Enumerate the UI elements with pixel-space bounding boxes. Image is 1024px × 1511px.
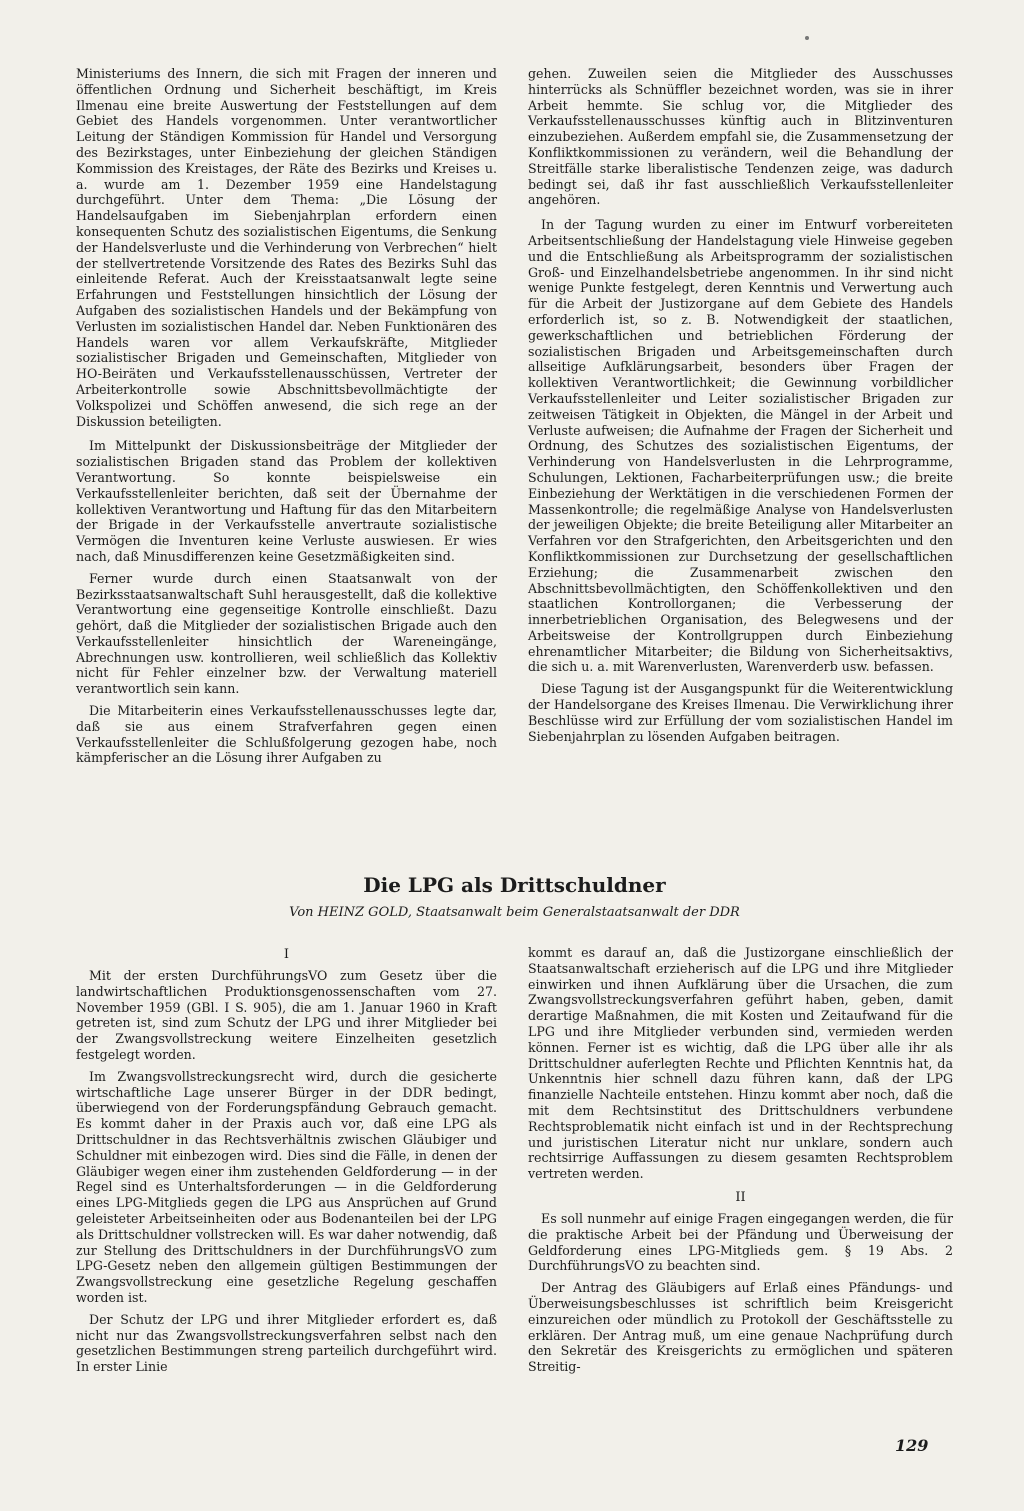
- page-number: 129: [895, 1436, 929, 1455]
- article-right-column: [528, 945, 953, 1375]
- article-title: Die LPG als Drittschuldner: [363, 873, 666, 897]
- article-left-column: [76, 945, 497, 1375]
- paragraph: kommt es darauf an, daß die Justizorgane einschließlich der Staatsanwaltschaft erzieherisch auf die LPG und ihre Mitglieder einwirken und ihnen Aufklärung über die Ursachen, die zum Zwangsvollstreckungsverfahren geführt haben, geben, damit derartige Maßnahmen, die mit Kosten und Zeitaufwand für die LPG und ihre Mitglieder verbunden sind, vermieden werden können. Ferner ist es wichtig, daß die LPG über alle ihr als Drittschuldner auferlegten Rechte und Pflichten Kenntnis hat, da Unkenntnis hier schnell dazu führen kann, daß der LPG finanzielle Nachteile entstehen. Hinzu kommt aber noch, daß die mit dem Rechtsinstitut des Drittschuldners verbundene Rechtsproblematik nicht einfach ist und in der Rechtsprechung und juristischen Literatur nicht nur unklare, sondern auch rechtsirrige Auffassungen zu diesem gesamten Rechtsproblem vertreten werden.: [528, 945, 953, 1182]
- paragraph: Im Zwangsvollstreckungsrecht wird, durch die gesicherte wirtschaftliche Lage unserer Bürger in der DDR bedingt, überwiegend von der Forderungspfändung Gebrauch gemacht. Es kommt daher in der Praxis auch vor, daß eine LPG als Drittschuldner in das Rechtsverhältnis zwischen Gläubiger und Schuldner mit einbezogen wird. Dies sind die Fälle, in denen der Gläubiger wegen einer ihm zustehenden Geldforderung — in der Regel sind es Unterhaltsforderungen — in die Geldforderung eines LPG-Mitglieds gegen die LPG aus Ansprüchen auf Grund geleisteter Arbeitseinheiten oder aus Bodenanteilen bei der LPG als Drittschuldner vollstrecken will. Es war daher notwendig, daß zur Stellung des Drittschuldners in der DurchführungsVO zum LPG-Gesetz neben den allgemein gültigen Bestimmungen der Zwangsvollstreckung eine gesetzliche Regelung geschaffen worden ist.: [76, 1068, 497, 1305]
- section-heading-1: I: [283, 947, 290, 962]
- paragraph: Der Schutz der LPG und ihrer Mitglieder erfordert es, daß nicht nur das Zwangsvollstreckungsverfahren selbst nach den gesetzlichen Bestimmungen streng parteilich durchgeführt wird. In erster Linie: [76, 1311, 497, 1375]
- paragraph: Der Antrag des Gläubigers auf Erlaß eines Pfändungs- und Überweisungsbeschlusses ist schriftlich beim Kreisgericht einzureichen oder mündlich zu Protokoll der Geschäftsstelle zu erklären. Der Antrag muß, um eine genaue Nachprüfung durch den Sekretär des Kreisgerichts zu ermöglichen und späteren Streitig-: [528, 1280, 953, 1375]
- section-heading-2: II: [735, 1189, 746, 1205]
- top-left-column: [76, 66, 497, 766]
- print-speck: [805, 36, 809, 40]
- paragraph: Es soll nunmehr auf einige Fragen eingegangen werden, die für die praktische Arbeit bei der Pfändung und Überweisung der Geldforderung eines LPG-Mitglieds gem. § 19 Abs. 2 DurchführungsVO zu beachten sind.: [528, 1210, 953, 1274]
- paragraph: Im Mittelpunkt der Diskussionsbeiträge der Mitglieder der sozialistischen Brigaden stand das Problem der kollektiven Verantwortung. So konnte beispielsweise ein Verkaufsstellenleiter berichten, daß seit der Übernahme der kollektiven Verantwortung und Haftung für das den Mitarbeitern der Brigade in der Verkaufsstelle anvertraute sozialistische Vermögen die Inventuren keine Verluste auswiesen. Er wies nach, daß Minusdifferenzen keine Gesetzmäßigkeiten sind.: [76, 438, 497, 564]
- article-byline: Von HEINZ GOLD, Staatsanwalt beim Generalstaatsanwalt der DDR: [289, 905, 740, 920]
- paragraph: Ferner wurde durch einen Staatsanwalt von der Bezirksstaatsanwaltschaft Suhl herausgestellt, daß die kollektive Verantwortung eine gegenseitige Kontrolle einschließt. Dazu gehört, daß die Mitglieder der sozialistischen Brigade auch den Verkaufsstellenleiter hinsichtlich der Wareneingänge, Abrechnungen usw. kontrollieren, weil schließlich das Kollektiv nicht für Fehler einzelner bzw. der Verwaltung materiell verantwortlich sein kann.: [76, 570, 497, 697]
- paragraph: Ministeriums des Innern, die sich mit Fragen der inneren und öffentlichen Ordnung und Sicherheit beschäftigt, im Kreis Ilmenau eine breite Auswertung der Feststellungen auf dem Gebiet des Handels vorgenommen. Unter verantwortlicher Leitung der Ständigen Kommission für Handel und Versorgung des Bezirkstages, unter Einbeziehung der gleichen Ständigen Kommission des Kreistages, der Räte des Bezirks und Kreises u. a. wurde am 1. Dezember 1959 eine Handelstagung durchgeführt. Unter dem Thema: „Die Lösung der Handelsaufgaben im Siebenjahrplan erfordern einen konsequenten Schutz des sozialistischen Eigentums, die Senkung der Handelsverluste und die Verhinderung von Verbrechen“ hielt der stellvertretende Vorsitzende des Rates des Bezirks Suhl das einleitende Referat. Auch der Kreisstaatsanwalt legte seine Erfahrungen und Feststellungen hinsichtlich der Lösung der Aufgaben des sozialistischen Handels und der Bekämpfung von Verlusten im sozialistischen Handel dar. Neben Funktionären des Handels waren vor allem Verkaufskräfte, Mitglieder sozialistischer Brigaden und Gemeinschaften, Mitglieder von HO-Beiräten und Verkaufsstellenausschüssen, Vertreter der Arbeiterkontrolle sowie Abschnittsbevollmächtigte der Volkspolizei und Schöffen anwesend, die sich rege an der Diskussion beteiligten.: [76, 66, 497, 429]
- paragraph: Mit der ersten DurchführungsVO zum Gesetz über die landwirtschaftlichen Produktionsgenossenschaften vom 27. November 1959 (GBl. I S. 905), die am 1. Januar 1960 in Kraft getreten ist, sind zum Schutz der LPG und ihrer Mitglieder bei der Zwangsvollstreckung weitere Einzelheiten gesetzlich festgelegt worden.: [76, 968, 497, 1062]
- paragraph: In der Tagung wurden zu einer im Entwurf vorbereiteten Arbeitsentschließung der Handelstagung viele Hinweise gegeben und die Entschließung als Arbeitsprogramm der sozialistischen Groß- und Einzelhandelsbetriebe angenommen. In ihr sind nicht wenige Punkte festgelegt, deren Kenntnis und Verwertung auch für die Arbeit der Justizorgane auf dem Gebiete des Handels erforderlich ist, so z. B. Notwendigkeit der staatlichen, gewerkschaftlichen und betrieblichen Förderung der sozialistischen Brigaden und Arbeitsgemeinschaften durch allseitige Aufklärungsarbeit, besonders über Fragen der kollektiven Verantwortlichkeit; die Gewinnung vorbildlicher Verkaufsstellenleiter und Leiter sozialistischer Brigaden zur zeitweisen Tätigkeit in Objekten, die Mängel in der Arbeit und Verluste aufweisen; die Aufnahme der Fragen der Sicherheit und Ordnung, des Schutzes des sozialistischen Eigentums, der Verhinderung von Handelsverlusten in die Lehrprogramme, Schulungen, Lektionen, Facharbeiterprüfungen usw.; die breite Einbeziehung der Werktätigen in die verschiedenen Formen der Massenkontrolle; die regelmäßige Analyse von Handelsverlusten der jeweiligen Objekte; die breite Beteiligung aller Mitarbeiter an Verfahren vor den Strafgerichten, den Arbeitsgerichten und den Konfliktkommissionen zur Durchsetzung der gesellschaftlichen Erziehung; die Zusammenarbeit zwischen den Abschnittsbevollmächtigten, den Schöffenkollektiven und den staatlichen Kontrollorganen; die Verbesserung der innerbetrieblichen Organisation, des Belegwesens und der Arbeitsweise der Kontrollgruppen durch Einbeziehung ehrenamtlicher Mitarbeiter; die Bildung von Sicherheitsaktivs, die sich u. a. mit Warenverlusten, Warenverderb usw. befassen.: [528, 217, 953, 675]
- paragraph: Die Mitarbeiterin eines Verkaufsstellenausschusses legte dar, daß sie aus einem Strafverfahren gegen einen Verkaufsstellenleiter die Schlußfolgerung gezogen habe, noch kämpferischer an die Lösung ihrer Aufgaben zu: [76, 703, 497, 766]
- paragraph: Diese Tagung ist der Ausgangspunkt für die Weiterentwicklung der Handelsorgane des Kreises Ilmenau. Die Verwirklichung ihrer Beschlüsse wird zur Erfüllung der vom sozialistischen Handel im Siebenjahrplan zu lösenden Aufgaben beitragen.: [528, 681, 953, 744]
- paragraph: gehen. Zuweilen seien die Mitglieder des Ausschusses hinterrücks als Schnüffler bezeichnet worden, was sie in ihrer Arbeit hemmte. Sie schlug vor, die Mitglieder des Verkaufsstellenausschusses künftig auch in Blitzinventuren einzubeziehen. Außerdem empfahl sie, die Zusammensetzung der Konfliktkommissionen zu verändern, weil die Behandlung der Streitfälle starke liberalistische Tendenzen zeige, was dadurch bedingt sei, daß ihr fast ausschließlich Verkaufsstellenleiter angehören.: [528, 66, 953, 208]
- top-right-column: [528, 66, 953, 744]
